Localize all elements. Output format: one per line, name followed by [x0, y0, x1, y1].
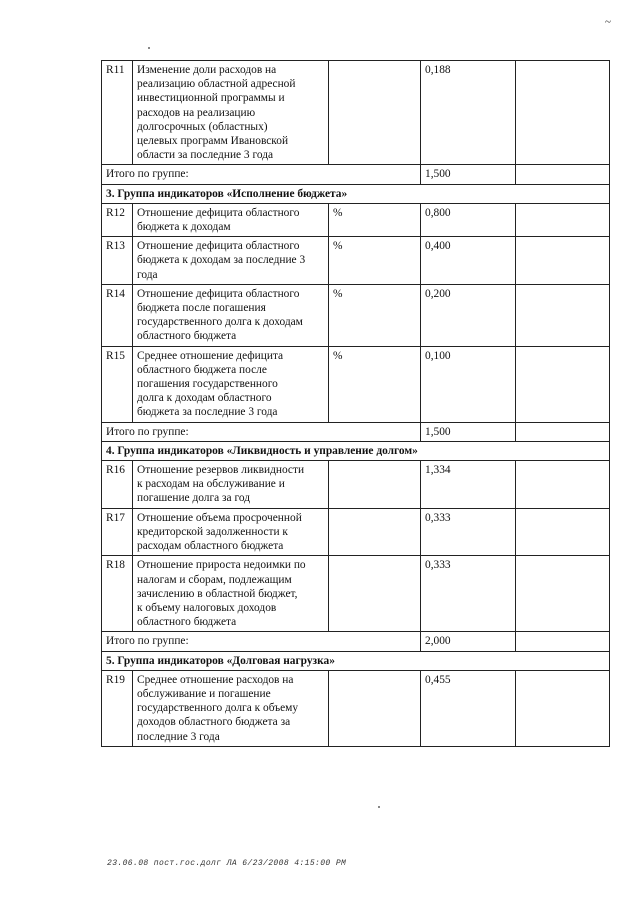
group-header-label: 3. Группа индикаторов «Исполнение бюджета» [102, 184, 610, 203]
indicator-weight: 0,333 [421, 556, 516, 632]
indicator-name: Среднее отношение расходов на обслуживание и погашение государственного долга к объему доходов областного бюджета за последние 3 года [133, 670, 329, 746]
indicator-weight: 0,455 [421, 670, 516, 746]
indicator-weight: 0,800 [421, 203, 516, 236]
indicator-code: R17 [102, 508, 133, 556]
indicator-unit [329, 61, 421, 165]
indicator-unit [329, 556, 421, 632]
indicator-extra [516, 61, 610, 165]
indicator-extra [516, 556, 610, 632]
indicator-extra [516, 284, 610, 346]
indicator-extra [516, 237, 610, 285]
indicator-weight: 0,100 [421, 346, 516, 422]
indicators-table-body [102, 61, 610, 747]
indicator-row [102, 237, 610, 285]
indicator-unit: % [329, 203, 421, 236]
indicator-code: R18 [102, 556, 133, 632]
group-total-extra [516, 422, 610, 441]
group-total-value: 2,000 [421, 632, 516, 651]
indicator-extra [516, 203, 610, 236]
indicator-row [102, 284, 610, 346]
indicator-name: Изменение доли расходов на реализацию областной адресной инвестиционной программы и расходов на реализацию долгосрочных (областных) целевых программ Ивановской области за последние 3 года [133, 61, 329, 165]
indicator-code: R13 [102, 237, 133, 285]
group-header-label: 4. Группа индикаторов «Ликвидность и управление долгом» [102, 441, 610, 460]
indicator-row [102, 670, 610, 746]
indicator-unit [329, 670, 421, 746]
indicator-name: Отношение дефицита областного бюджета к доходам [133, 203, 329, 236]
indicator-weight: 0,200 [421, 284, 516, 346]
indicator-name: Отношение дефицита областного бюджета к доходам за последние 3 года [133, 237, 329, 285]
group-total-label: Итого по группе: [102, 165, 421, 184]
indicator-extra [516, 461, 610, 509]
indicator-row [102, 346, 610, 422]
group-total-value: 1,500 [421, 422, 516, 441]
group-total-row [102, 632, 610, 651]
group-total-label: Итого по группе: [102, 632, 421, 651]
indicator-code: R12 [102, 203, 133, 236]
indicator-row [102, 556, 610, 632]
indicator-extra [516, 346, 610, 422]
group-total-extra [516, 165, 610, 184]
indicator-code: R16 [102, 461, 133, 509]
corner-mark: ~ [605, 16, 611, 28]
indicator-row [102, 508, 610, 556]
group-header-row [102, 184, 610, 203]
group-total-row [102, 165, 610, 184]
indicators-table [101, 60, 610, 747]
indicator-name: Среднее отношение дефицита областного бюджета после погашения государственного долга к доходам областного бюджета за последние 3 года [133, 346, 329, 422]
indicator-code: R14 [102, 284, 133, 346]
group-total-label: Итого по группе: [102, 422, 421, 441]
group-header-row [102, 651, 610, 670]
indicator-extra [516, 508, 610, 556]
indicator-weight: 1,334 [421, 461, 516, 509]
scan-speck [378, 806, 380, 808]
scan-speck [148, 47, 150, 49]
document-footer: 23.06.08 пост.гос.долг ЛА 6/23/2008 4:15:00 PM [107, 859, 347, 868]
indicator-name: Отношение объема просроченной кредиторской задолженности к расходам областного бюджета [133, 508, 329, 556]
indicator-row [102, 461, 610, 509]
group-total-value: 1,500 [421, 165, 516, 184]
indicator-code: R19 [102, 670, 133, 746]
indicator-row [102, 61, 610, 165]
group-header-row [102, 441, 610, 460]
indicator-weight: 0,400 [421, 237, 516, 285]
indicator-unit [329, 508, 421, 556]
group-header-label: 5. Группа индикаторов «Долговая нагрузка» [102, 651, 610, 670]
indicator-unit: % [329, 346, 421, 422]
group-total-row [102, 422, 610, 441]
indicator-row [102, 203, 610, 236]
indicator-unit: % [329, 284, 421, 346]
indicator-extra [516, 670, 610, 746]
indicator-code: R11 [102, 61, 133, 165]
indicator-name: Отношение прироста недоимки по налогам и сборам, подлежащим зачислению в областной бюджет, к объему налоговых доходов областного бюджета [133, 556, 329, 632]
indicator-unit [329, 461, 421, 509]
indicator-weight: 0,188 [421, 61, 516, 165]
indicator-code: R15 [102, 346, 133, 422]
indicator-weight: 0,333 [421, 508, 516, 556]
indicator-name: Отношение резервов ликвидности к расходам на обслуживание и погашение долга за год [133, 461, 329, 509]
group-total-extra [516, 632, 610, 651]
indicator-name: Отношение дефицита областного бюджета после погашения государственного долга к доходам областного бюджета [133, 284, 329, 346]
indicator-unit: % [329, 237, 421, 285]
